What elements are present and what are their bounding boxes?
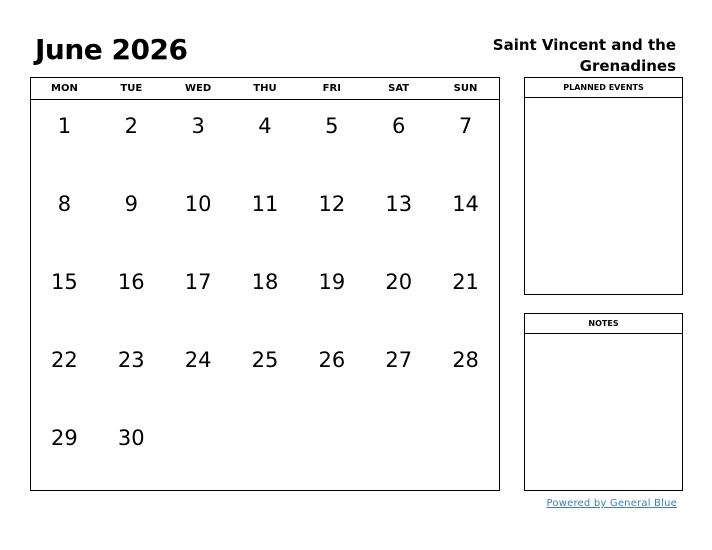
day-cell: 5 bbox=[325, 114, 339, 138]
notes-panel bbox=[524, 313, 683, 491]
weekday-wed: WED bbox=[185, 83, 212, 94]
day-cell: 18 bbox=[251, 270, 279, 294]
day-cell: 16 bbox=[117, 270, 145, 294]
day-cell: 25 bbox=[251, 348, 279, 372]
weekday-thu: THU bbox=[253, 83, 277, 94]
planned-events-heading: PLANNED EVENTS bbox=[525, 78, 682, 98]
day-cell: 10 bbox=[184, 192, 212, 216]
day-cell: 14 bbox=[452, 192, 479, 216]
day-cell: 2 bbox=[124, 114, 138, 138]
notes-heading: NOTES bbox=[525, 314, 682, 334]
day-cell bbox=[432, 412, 499, 490]
day-cell: 9 bbox=[124, 192, 138, 216]
weekday-mon: MON bbox=[51, 83, 78, 94]
day-cell bbox=[232, 412, 299, 490]
day-cell: 28 bbox=[452, 348, 479, 372]
day-cell: 12 bbox=[318, 192, 346, 216]
day-cell: 19 bbox=[318, 270, 346, 294]
day-cell bbox=[298, 412, 365, 490]
day-cell: 11 bbox=[251, 192, 279, 216]
calendar-grid bbox=[30, 77, 500, 491]
day-cell bbox=[365, 412, 432, 490]
powered-by-link[interactable]: Powered by General Blue bbox=[546, 498, 677, 509]
weekday-sat: SAT bbox=[388, 83, 410, 94]
day-cell bbox=[165, 412, 232, 490]
calendar-days bbox=[31, 100, 499, 490]
page-title: June 2026 bbox=[35, 33, 188, 66]
day-cell: 20 bbox=[385, 270, 413, 294]
day-cell: 27 bbox=[385, 348, 413, 372]
day-cell: 15 bbox=[51, 270, 78, 294]
day-cell: 4 bbox=[258, 114, 272, 138]
day-cell: 6 bbox=[392, 114, 406, 138]
country-name: Saint Vincent and the Grenadines bbox=[492, 36, 676, 75]
day-cell: 21 bbox=[452, 270, 479, 294]
day-cell: 22 bbox=[51, 348, 78, 372]
day-cell: 13 bbox=[385, 192, 413, 216]
day-cell: 23 bbox=[117, 348, 145, 372]
day-cell: 1 bbox=[57, 114, 72, 138]
day-cell: 8 bbox=[57, 192, 72, 216]
day-cell: 30 bbox=[117, 426, 145, 450]
day-cell: 7 bbox=[458, 114, 473, 138]
weekday-fri: FRI bbox=[322, 83, 341, 94]
planned-events-panel bbox=[524, 77, 683, 295]
weekday-sun: SUN bbox=[453, 83, 478, 94]
day-cell: 17 bbox=[184, 270, 212, 294]
weekday-header-row bbox=[31, 78, 499, 100]
day-cell: 26 bbox=[318, 348, 346, 372]
day-cell: 3 bbox=[191, 114, 205, 138]
day-cell: 24 bbox=[184, 348, 212, 372]
weekday-tue: TUE bbox=[120, 83, 143, 94]
day-cell: 29 bbox=[51, 426, 78, 450]
